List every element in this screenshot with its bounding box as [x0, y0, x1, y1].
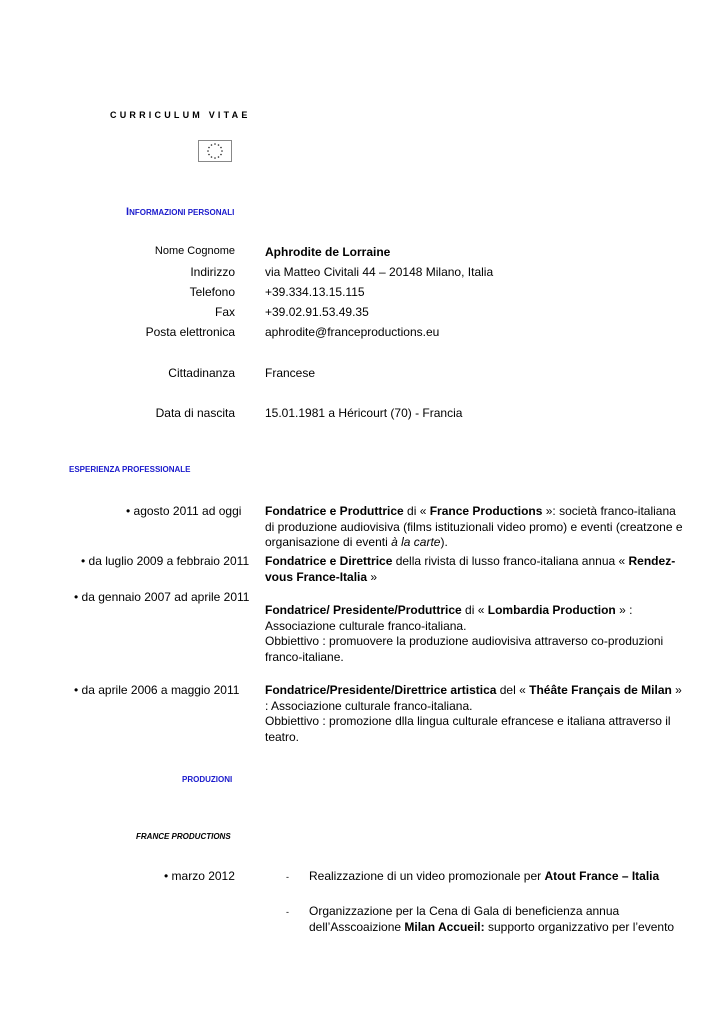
label-citizenship: Cittadinanza	[168, 366, 235, 380]
value-name: Aphrodite de Lorraine	[265, 245, 391, 259]
value-citizenship: Francese	[265, 366, 316, 380]
value-birth: 15.01.1981 a Héricourt (70) - Francia	[265, 406, 463, 420]
cv-title: CURRICULUM VITAE	[110, 110, 251, 120]
exp-text-2: Fondatrice e Direttrice della rivista di lusso franco-italiana annua « Rendez-vous France-Italia »	[265, 554, 676, 584]
exp-date-2: • da luglio 2009 a febbraio 2011	[81, 554, 250, 568]
bullet-dash: -	[286, 907, 289, 917]
exp-text-3: Fondatrice/ Presidente/Produttrice di « Lombardia Production » : Associazione culturale franco-italiana. Obbiettivo : promuovere la produzione audiovisiva attraverso co-produzioni franco-italiane.	[265, 603, 664, 664]
prod-item-2: Organizzazione per la Cena di Gala di beneficienza annua dell’Asscoaizione Milan Accueil: supporto organizzativo per l’evento	[309, 904, 675, 934]
label-address: Indirizzo	[190, 265, 235, 279]
bullet-dash: -	[286, 872, 289, 882]
value-address: via Matteo Civitali 44 – 20148 Milano, Italia	[265, 265, 494, 279]
exp-text-1: Fondatrice e Produttrice di « France Productions »: società franco-italiana di produzione audiovisiva (films istituzionali video promo) e eventi (creatzone e organisazione di eventi à la carte).	[265, 504, 683, 549]
exp-text-4: Fondatrice/Presidente/Direttrice artistica del « Théâte Français de Milan » : Associazione culturale franco-italiana. Obbiettivo : promozione dlla lingua culturale efrancese e italiana attraverso il teatro.	[265, 683, 682, 744]
value-phone: +39.334.13.15.115	[265, 285, 365, 299]
exp-date-4: • da aprile 2006 a maggio 2011	[74, 683, 240, 697]
label-fax: Fax	[214, 305, 235, 319]
label-email: Posta elettronica	[145, 325, 235, 339]
exp-date-1: • agosto 2011 ad oggi	[126, 504, 242, 518]
section-heading-personal: INFORMAZIONI PERSONALI	[126, 206, 235, 218]
section-heading-productions: PRODUZIONI	[182, 775, 233, 784]
value-fax: +39.02.91.53.49.35	[265, 305, 369, 319]
label-birth: Data di nascita	[155, 406, 235, 420]
label-phone: Telefono	[189, 285, 235, 299]
value-email: aphrodite@franceproductions.eu	[265, 325, 440, 339]
prod-item-1: Realizzazione di un video promozionale per Atout France – Italia	[309, 869, 660, 883]
section-heading-experience: ESPERIENZA PROFESSIONALE	[69, 465, 191, 474]
prod-date: • marzo 2012	[164, 869, 235, 883]
eu-flag-icon	[198, 140, 232, 162]
exp-date-3: • da gennaio 2007 ad aprile 2011	[74, 590, 250, 604]
company-heading: FRANCE PRODUCTIONS	[136, 832, 231, 841]
label-name: Nome Cognome	[154, 245, 235, 257]
